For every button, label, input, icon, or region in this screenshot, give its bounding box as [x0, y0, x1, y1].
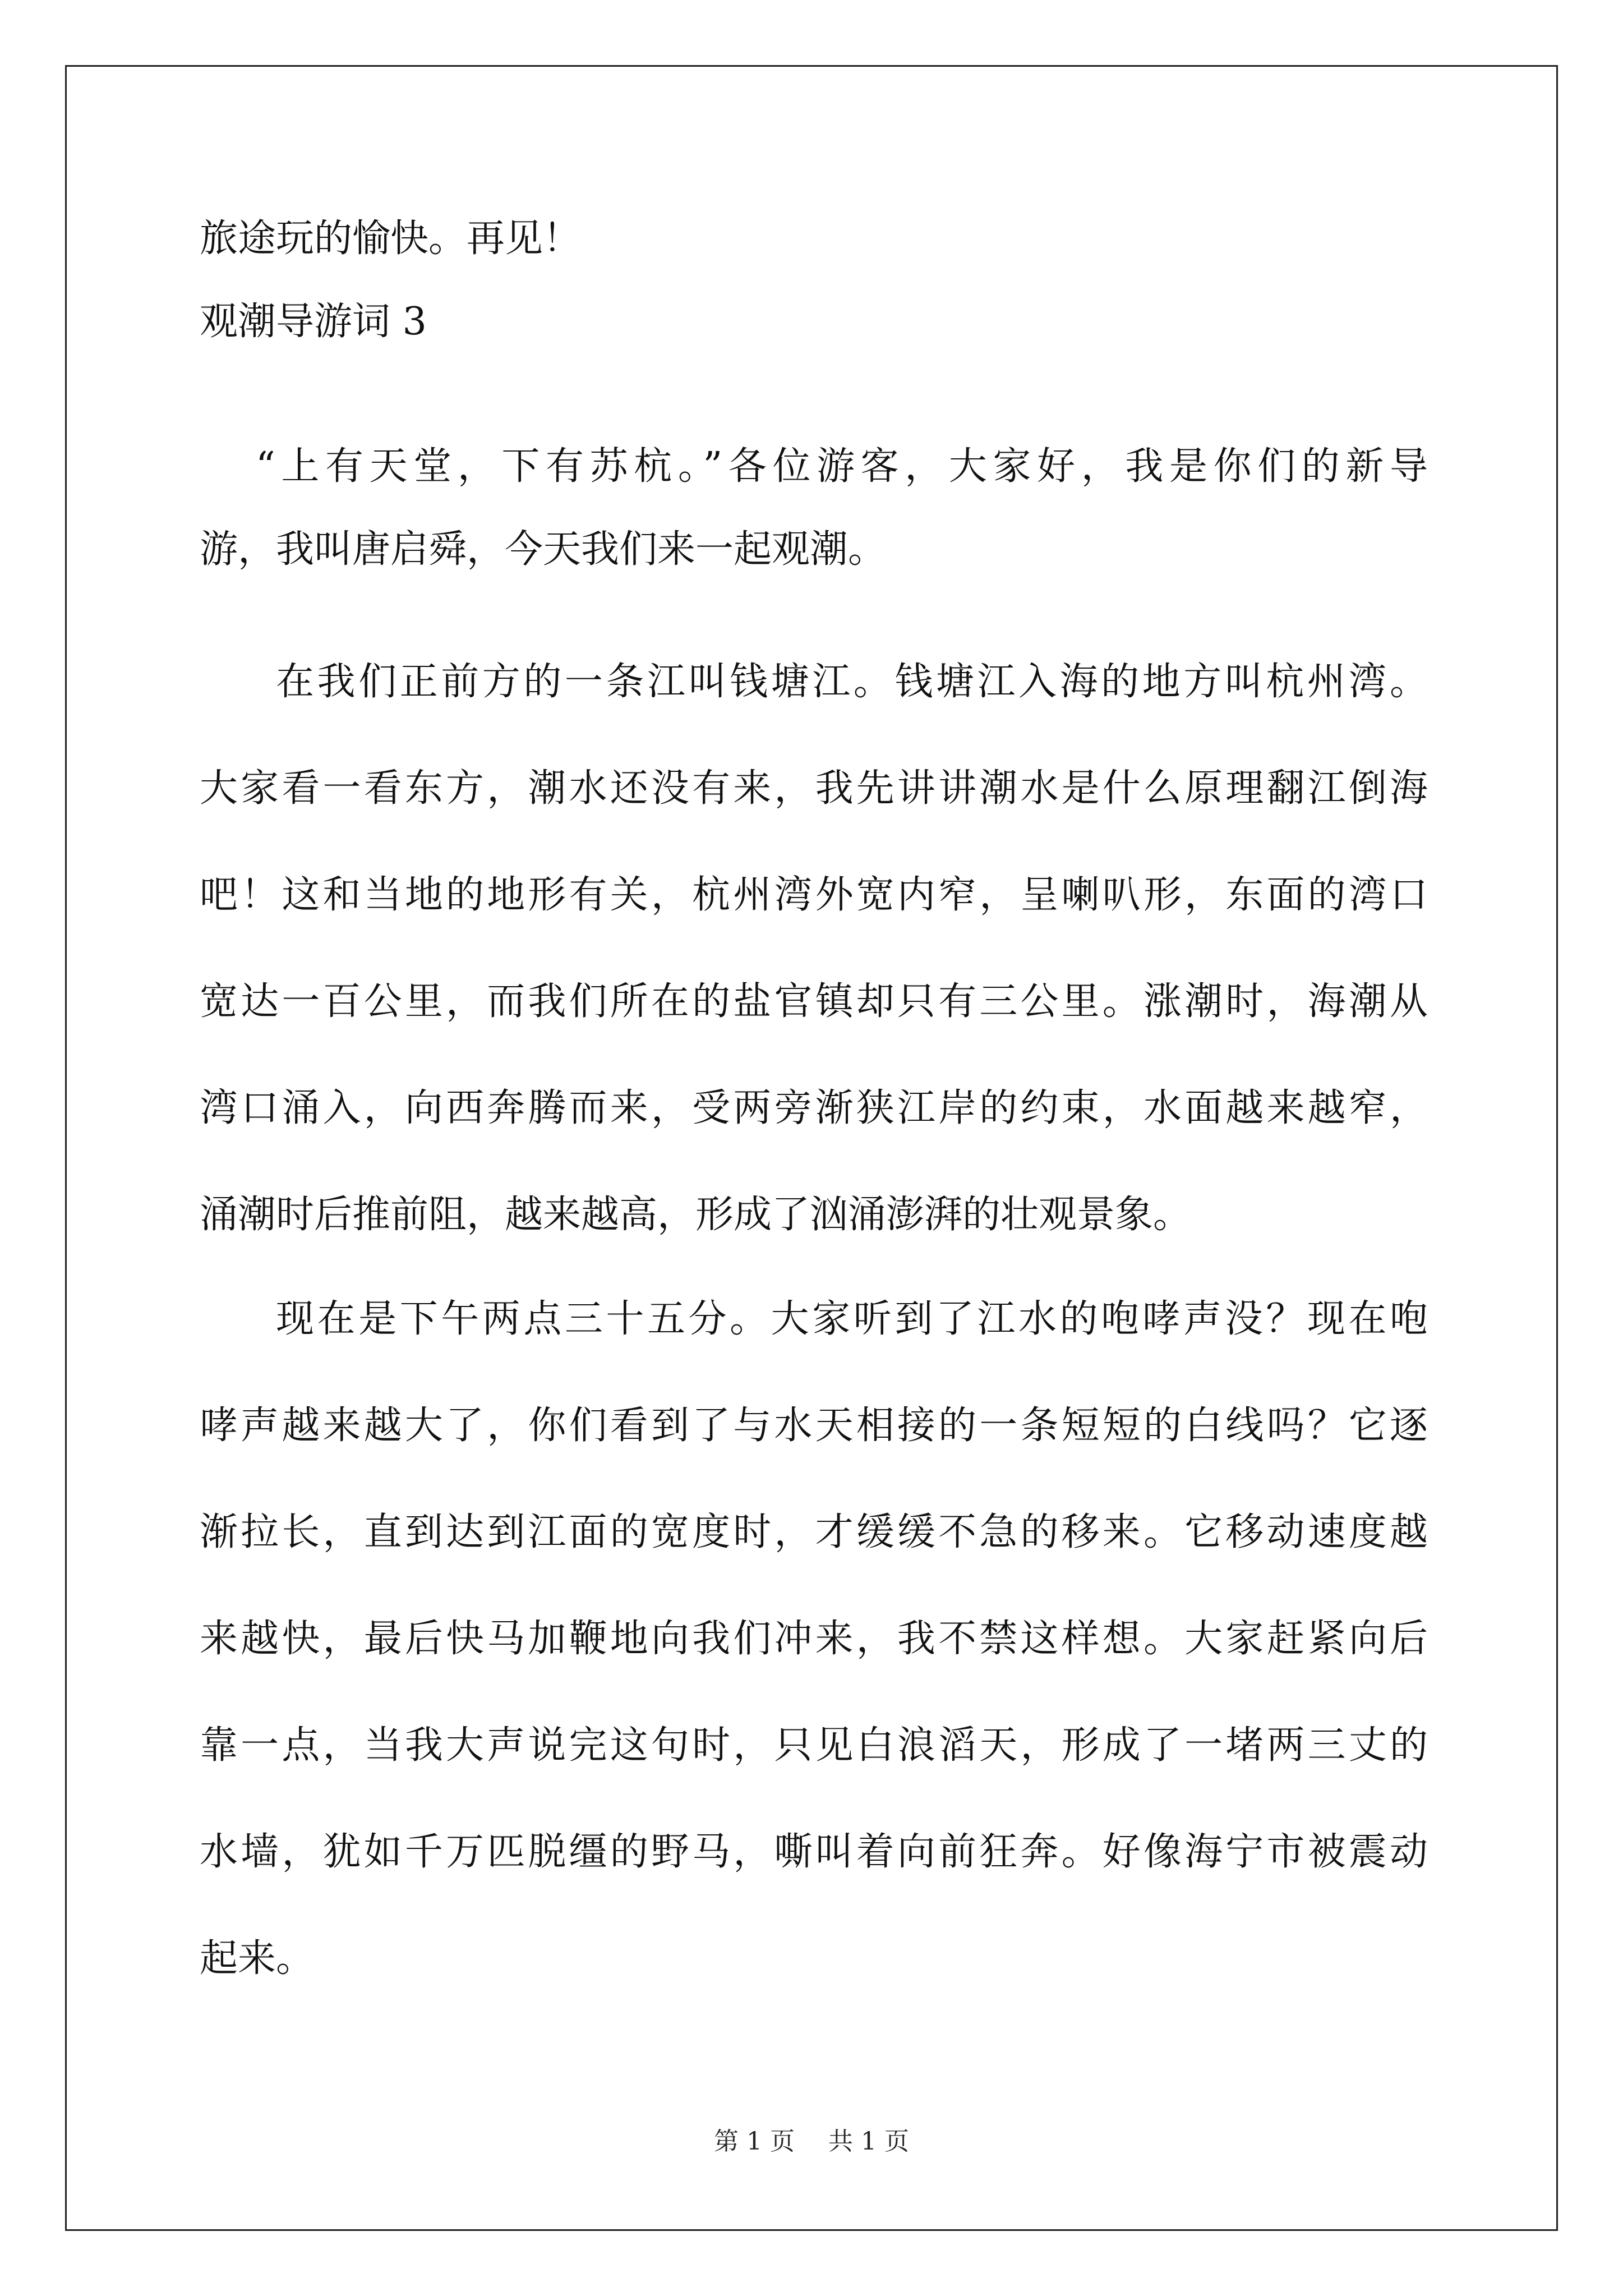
- text-line: 来越快，最后快马加鞭地向我们冲来，我不禁这样想。大家赶紧向后: [200, 1617, 1428, 1661]
- page-border: [65, 65, 1558, 2231]
- text-line: 哮声越来越大了，你们看到了与水天相接的一条短短的白线吗？它逐: [200, 1404, 1428, 1448]
- text-line: 吧！这和当地的地形有关，杭州湾外宽内窄，呈喇叭形，东面的湾口: [200, 873, 1428, 917]
- text-line: 靠一点，当我大声说完这句时，只见白浪滔天，形成了一堵两三丈的: [200, 1723, 1428, 1768]
- text-line: 起来。: [200, 1936, 315, 1981]
- page-total: 共 1 页: [828, 2127, 909, 2156]
- section-heading: 观潮导游词 3: [200, 300, 427, 344]
- page-footer: [0, 2129, 1623, 2154]
- text-line: 湾口涌入，向西奔腾而来，受两旁渐狭江岸的约束，水面越来越窄，: [200, 1086, 1428, 1130]
- text-line: 水墙，犹如千万匹脱缰的野马，嘶叫着向前狂奔。好像海宁市被震动: [200, 1830, 1428, 1874]
- text-line: 渐拉长，直到达到江面的宽度时，才缓缓不急的移来。它移动速度越: [200, 1510, 1428, 1554]
- text-line: 涌潮时后推前阻，越来越高，形成了汹涌澎湃的壮观景象。: [200, 1193, 1192, 1237]
- text-line: 大家看一看东方，潮水还没有来，我先讲讲潮水是什么原理翻江倒海: [200, 766, 1428, 811]
- text-line: 宽达一百公里，而我们所在的盐官镇却只有三公里。涨潮时，海潮从: [200, 979, 1428, 1024]
- text-line: 在我们正前方的一条江叫钱塘江。钱塘江入海的地方叫杭州湾。: [276, 660, 1428, 704]
- text-line: 现在是下午两点三十五分。大家听到了江水的咆哮声没？现在咆: [276, 1297, 1428, 1341]
- page-number: 第 1 页: [714, 2127, 795, 2156]
- text-line: 旅途玩的愉快。再见！: [200, 217, 582, 261]
- text-line: 游，我叫唐启舜，今天我们来一起观潮。: [200, 527, 887, 572]
- text-line: “上有天堂，下有苏杭。”各位游客，大家好，我是你们的新导: [256, 444, 1428, 489]
